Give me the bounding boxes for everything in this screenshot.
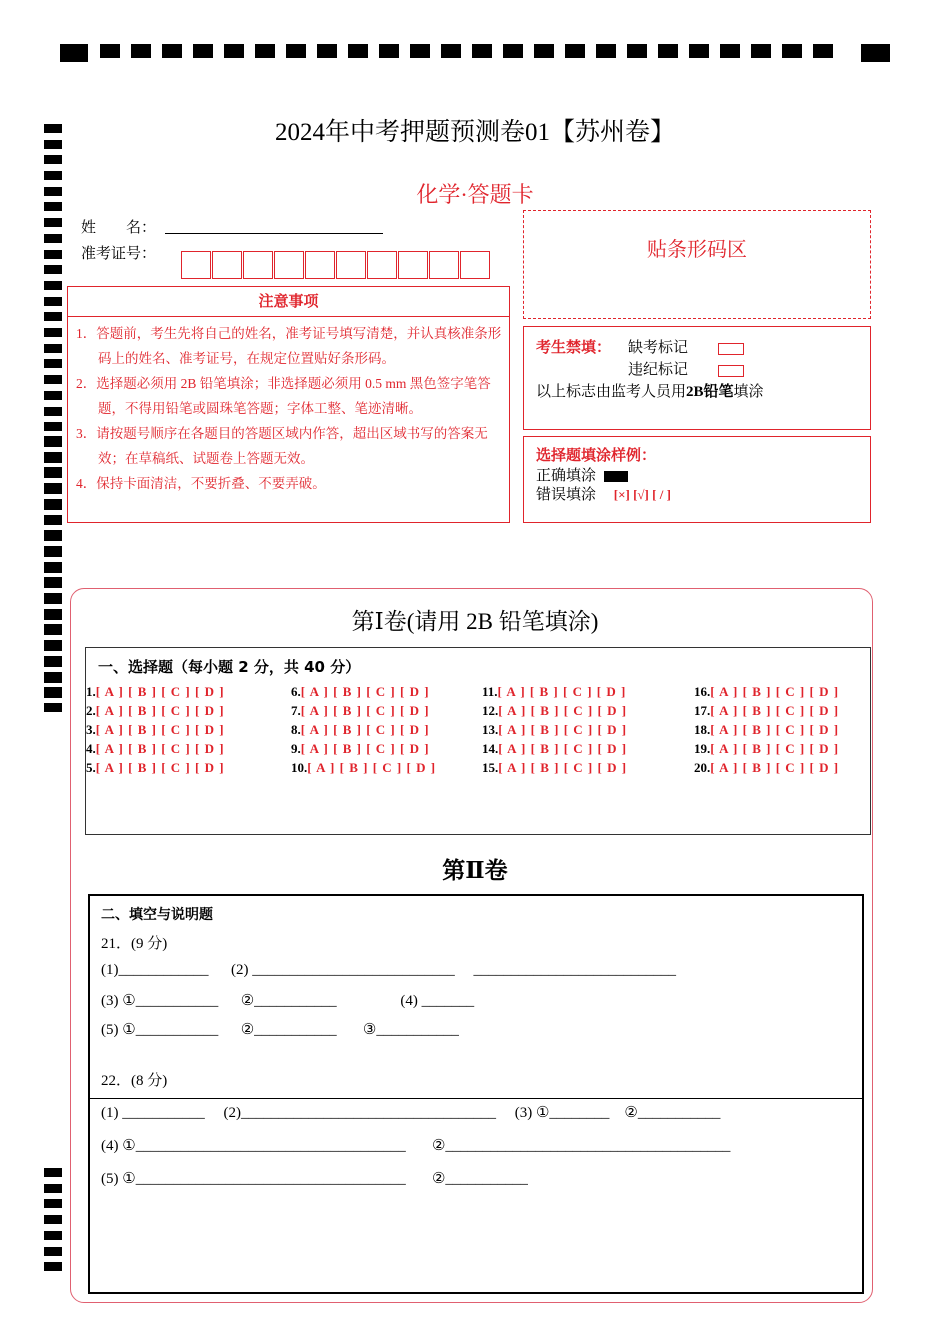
mc-options[interactable]: [ A ] [ B ] [ C ] [ D ] — [95, 722, 225, 737]
page-subtitle: 化学·答题卡 — [416, 182, 534, 207]
name-label: 姓 名： — [81, 220, 157, 236]
fill-divider — [90, 1098, 862, 1099]
mc-question-number: 14. — [482, 741, 499, 756]
mc-question-9[interactable] — [291, 741, 430, 757]
id-digit-box[interactable] — [429, 251, 459, 279]
barcode-label: 贴条形码区 — [647, 239, 747, 261]
top-bar-segment — [317, 44, 337, 58]
mc-options[interactable]: [ A ] [ B ] [ C ] [ D ] — [95, 684, 225, 699]
volume1-title: 第Ⅰ卷(请用 2B 铅笔填涂) — [351, 609, 599, 634]
side-mark — [44, 577, 62, 586]
top-bar-segment — [813, 44, 833, 58]
top-bar-segment — [286, 44, 306, 58]
top-bar-segment — [100, 44, 120, 58]
sample-title: 选择题填涂样例： — [536, 446, 657, 464]
mc-question-17[interactable] — [694, 703, 839, 719]
mc-question-number: 5. — [86, 760, 96, 775]
mc-question-number: 10. — [291, 760, 308, 775]
correct-label: 正确填涂 — [536, 468, 597, 484]
mc-question-3[interactable] — [86, 722, 225, 738]
id-digit-box[interactable] — [274, 251, 304, 279]
side-mark — [44, 436, 62, 445]
mc-question-number: 4. — [86, 741, 96, 756]
q21-header: 21．(9 分) — [101, 936, 168, 952]
mc-question-number: 12. — [482, 703, 499, 718]
mc-question-2[interactable] — [86, 703, 225, 719]
examinee-forbidden-box — [523, 326, 871, 430]
id-digit-box[interactable] — [367, 251, 397, 279]
top-bar-segment — [131, 44, 151, 58]
id-label: 准考证号： — [81, 246, 157, 262]
side-mark — [44, 640, 62, 649]
mc-question-14[interactable] — [482, 741, 627, 757]
notice-item-3: 3．请按题号顺序在各题目的答题区域内作答，超出区域书写的答案无效；在草稿纸、试题卷上答题无效。 — [76, 426, 488, 466]
mc-options[interactable]: [ A ] [ B ] [ C ] [ D ] — [95, 703, 225, 718]
name-field[interactable] — [165, 233, 383, 234]
side-mark — [44, 546, 62, 555]
multiple-choice-box — [85, 647, 871, 835]
side-mark — [44, 422, 62, 431]
side-mark — [44, 1262, 62, 1271]
side-mark — [44, 593, 62, 602]
mc-options[interactable]: [ A ] [ B ] [ C ] [ D ] — [498, 722, 628, 737]
top-bar-segment — [441, 44, 461, 58]
q21-line-2[interactable]: (3) ①___________ ②___________ (4) _______ — [101, 993, 475, 1009]
q22-header: 22．(8 分) — [101, 1073, 168, 1089]
side-mark — [44, 672, 62, 681]
mc-options[interactable]: [ A ] [ B ] [ C ] [ D ] — [710, 684, 840, 699]
violation-mark-box[interactable] — [718, 365, 744, 377]
side-mark — [44, 1215, 62, 1224]
top-bar-segment — [255, 44, 275, 58]
top-bar-segment — [162, 44, 182, 58]
top-bar-segment — [472, 44, 492, 58]
top-bar-segment — [224, 44, 244, 58]
mc-options[interactable]: [ A ] [ B ] [ C ] [ D ] — [498, 741, 628, 756]
side-mark — [44, 218, 62, 227]
top-bar-segment — [534, 44, 554, 58]
side-mark — [44, 312, 62, 321]
mc-options[interactable]: [ A ] [ B ] [ C ] [ D ] — [300, 741, 430, 756]
top-bar-segment — [658, 44, 678, 58]
wrong-label: 错误填涂 — [536, 487, 597, 503]
mc-options[interactable]: [ A ] [ B ] [ C ] [ D ] — [300, 722, 430, 737]
top-bar-segment — [627, 44, 647, 58]
mc-options[interactable]: [ A ] [ B ] [ C ] [ D ] — [95, 760, 225, 775]
correct-fill-sample — [604, 471, 628, 482]
mc-options[interactable]: [ A ] [ B ] [ C ] [ D ] — [710, 760, 840, 775]
side-mark — [44, 467, 62, 476]
side-mark — [44, 530, 62, 539]
side-mark — [44, 328, 62, 337]
mc-question-8[interactable] — [291, 722, 430, 738]
side-mark — [44, 1184, 62, 1193]
id-digit-box[interactable] — [243, 251, 273, 279]
mc-question-15[interactable] — [482, 760, 627, 776]
mc-question-18[interactable] — [694, 722, 839, 738]
fill-sample-box — [523, 436, 871, 523]
mc-options[interactable]: [ A ] [ B ] [ C ] [ D ] — [498, 760, 628, 775]
top-bar-segment — [861, 44, 890, 62]
forbidden-note-prefix: 以上标志由监考人员用 — [536, 384, 687, 400]
side-mark — [44, 297, 62, 306]
mc-question-number: 1. — [86, 684, 96, 699]
q22-line-2[interactable]: (4) ①____________________________________ ②______________________________________ — [101, 1138, 731, 1154]
mc-question-11[interactable] — [482, 684, 626, 700]
side-mark — [44, 281, 62, 290]
mc-section-title: 一、选择题（每小题 2 分，共 40 分） — [98, 658, 361, 676]
forbidden-title: 考生禁填： — [536, 338, 612, 356]
mc-question-20[interactable] — [694, 760, 839, 776]
side-mark — [44, 562, 62, 571]
mc-question-16[interactable] — [694, 684, 839, 700]
mc-options[interactable]: [ A ] [ B ] [ C ] [ D ] — [300, 703, 430, 718]
mc-question-1[interactable] — [86, 684, 225, 700]
mc-question-number: 3. — [86, 722, 96, 737]
top-bar-segment — [410, 44, 430, 58]
mc-question-number: 16. — [694, 684, 711, 699]
absent-label: 缺考标记 — [628, 340, 689, 356]
id-digit-box[interactable] — [305, 251, 335, 279]
forbidden-note-suffix: 填涂 — [733, 384, 764, 400]
top-bar-segment — [782, 44, 802, 58]
mc-question-6[interactable] — [291, 684, 430, 700]
mc-question-12[interactable] — [482, 703, 627, 719]
notice-box — [67, 286, 510, 523]
id-digit-box[interactable] — [212, 251, 242, 279]
mc-question-5[interactable] — [86, 760, 225, 776]
q21-line-3[interactable]: (5) ①___________ ②___________ ③___________ — [101, 1022, 459, 1038]
mc-question-number: 2. — [86, 703, 96, 718]
top-bar-segment — [379, 44, 399, 58]
q22-line-1[interactable]: (1) ___________ (2)__________________________________ (3) ①________ ②___________ — [101, 1105, 721, 1121]
wrong-fill-samples: [×] [√] [ / ] — [613, 487, 671, 502]
volume2-title: 第Ⅱ卷 — [442, 858, 508, 883]
forbidden-note-bold: 2B铅笔 — [686, 384, 734, 400]
id-digit-box[interactable] — [460, 251, 490, 279]
side-mark — [44, 1199, 62, 1208]
mc-question-number: 9. — [291, 741, 301, 756]
id-digit-box[interactable] — [398, 251, 428, 279]
top-bar-segment — [720, 44, 740, 58]
side-mark — [44, 656, 62, 665]
side-mark — [44, 344, 62, 353]
mc-options[interactable]: [ A ] [ B ] [ C ] [ D ] — [300, 684, 430, 699]
top-bar-segment — [689, 44, 709, 58]
id-digit-box[interactable] — [181, 251, 211, 279]
top-bar-segment — [596, 44, 616, 58]
violation-label: 违纪标记 — [628, 362, 689, 378]
side-mark — [44, 687, 62, 696]
mc-options[interactable]: [ A ] [ B ] [ C ] [ D ] — [497, 684, 627, 699]
side-mark — [44, 703, 62, 712]
side-mark — [44, 483, 62, 492]
id-digit-box[interactable] — [336, 251, 366, 279]
mc-options[interactable]: [ A ] [ B ] [ C ] [ D ] — [307, 760, 437, 775]
mc-options[interactable]: [ A ] [ B ] [ C ] [ D ] — [710, 722, 840, 737]
side-mark — [44, 515, 62, 524]
side-mark — [44, 250, 62, 259]
top-bar-segment — [565, 44, 585, 58]
notice-item-2: 2．选择题必须用 2B 铅笔填涂；非选择题必须用 0.5 mm 黑色签字笔答题，不得用铅笔或圆珠笔答题；字体工整、笔迹清晰。 — [76, 376, 491, 416]
mc-question-number: 8. — [291, 722, 301, 737]
mc-question-number: 13. — [482, 722, 499, 737]
mc-question-4[interactable] — [86, 741, 225, 757]
absent-mark-box[interactable] — [718, 343, 744, 355]
mc-question-7[interactable] — [291, 703, 430, 719]
mc-options[interactable]: [ A ] [ B ] [ C ] [ D ] — [95, 741, 225, 756]
mc-question-number: 18. — [694, 722, 711, 737]
mc-options[interactable]: [ A ] [ B ] [ C ] [ D ] — [710, 703, 840, 718]
side-mark — [44, 1168, 62, 1177]
side-mark — [44, 407, 62, 416]
side-mark — [44, 1247, 62, 1256]
side-mark — [44, 452, 62, 461]
side-mark — [44, 155, 62, 164]
mc-question-number: 7. — [291, 703, 301, 718]
fill-section-title: 二、填空与说明题 — [101, 907, 213, 923]
side-mark — [44, 265, 62, 274]
q21-line-1[interactable]: (1)____________ (2) ___________________________ ___________________________ — [101, 962, 676, 978]
mc-question-10[interactable] — [291, 760, 436, 776]
mc-question-19[interactable] — [694, 741, 839, 757]
top-bar-segment — [503, 44, 523, 58]
mc-options[interactable]: [ A ] [ B ] [ C ] [ D ] — [498, 703, 628, 718]
top-alignment-bar — [60, 44, 890, 62]
notice-heading: 注意事项 — [68, 287, 509, 317]
side-mark — [44, 499, 62, 508]
top-bar-segment — [193, 44, 213, 58]
page-title: 2024年中考押题预测卷01【苏州卷】 — [274, 119, 675, 146]
mc-options[interactable]: [ A ] [ B ] [ C ] [ D ] — [710, 741, 840, 756]
side-mark — [44, 359, 62, 368]
q22-line-3[interactable]: (5) ①____________________________________ ②___________ — [101, 1171, 528, 1187]
mc-question-number: 6. — [291, 684, 301, 699]
mc-question-number: 15. — [482, 760, 499, 775]
id-number-boxes[interactable] — [181, 251, 491, 279]
fill-in-box — [88, 894, 864, 1294]
mc-question-13[interactable] — [482, 722, 627, 738]
notice-item-4: 4．保持卡面清洁，不要折叠、不要弄破。 — [76, 476, 326, 491]
side-mark — [44, 375, 62, 384]
top-bar-segment — [751, 44, 771, 58]
top-bar-segment — [348, 44, 368, 58]
mc-question-number: 17. — [694, 703, 711, 718]
mc-question-number: 19. — [694, 741, 711, 756]
side-mark — [44, 391, 62, 400]
barcode-area — [523, 210, 871, 319]
side-mark — [44, 1231, 62, 1240]
mc-question-number: 20. — [694, 760, 711, 775]
side-mark — [44, 234, 62, 243]
mc-question-number: 11. — [482, 684, 498, 699]
notice-item-1: 1．答题前，考生先将自己的姓名，准考证号填写清楚，并认真核准条形码上的姓名、准考证号，在规定位置贴好条形码。 — [76, 326, 502, 366]
